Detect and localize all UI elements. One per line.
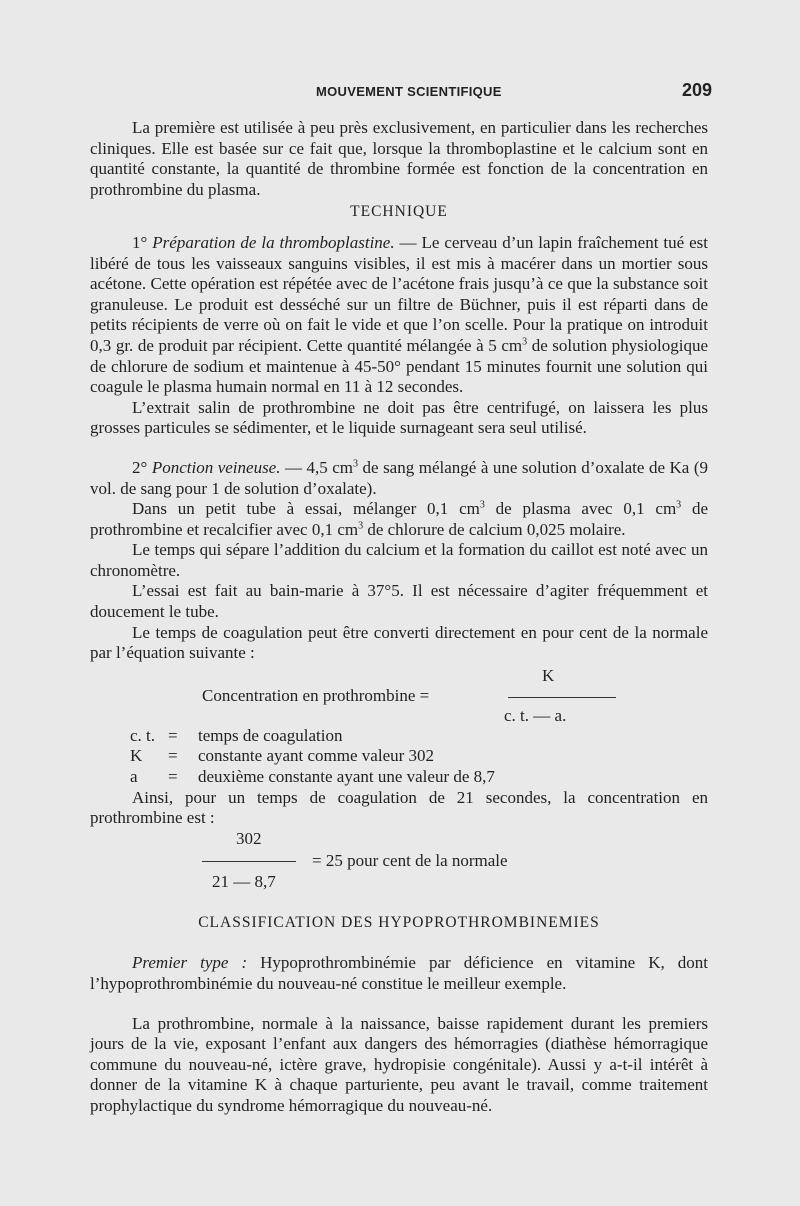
- step-text: de sang mélangé à une solution d’oxalate de Ka (9 vol. de sang pour 1 de solution d’oxalate).: [90, 457, 708, 498]
- section-title-classification: CLASSIFICATION DES HYPOPROTHROMBINEMIES: [198, 913, 600, 931]
- definition-symbol: K: [130, 746, 143, 766]
- definition-text: constante ayant comme valeur 302: [198, 746, 435, 766]
- equation-lhs: Concentration en prothrombine =: [202, 685, 430, 705]
- running-head: MOUVEMENT SCIENTIFIQUE: [316, 84, 502, 99]
- definition-equals: =: [168, 767, 178, 787]
- calculation-result: = 25 pour cent de la normale: [312, 850, 508, 870]
- variable-definitions: [90, 726, 708, 788]
- step-number: 1°: [132, 232, 148, 252]
- superscript: 3: [676, 499, 682, 511]
- type-label: Premier type :: [132, 953, 248, 973]
- definition-text: temps de coagulation: [198, 725, 343, 745]
- definition-symbol: a: [130, 767, 138, 787]
- page-number: 209: [682, 80, 713, 100]
- definition-symbol: c. t.: [130, 725, 156, 745]
- text-run: de chlorure de calcium 0,025 molaire.: [363, 519, 626, 539]
- step-title: Préparation de la thromboplastine.: [152, 232, 395, 252]
- text-run: Dans un petit tube à essai, mélanger 0,1 cm: [132, 499, 480, 519]
- step-number: 2°: [132, 457, 148, 477]
- superscript: 3: [522, 336, 528, 348]
- paragraph-intro: La première est utilisée à peu près exclusivement, en particulier dans les recherches cliniques. Elle est basée sur ce fait que, lorsque la thromboplastine et le calcium sont en quantité constante, la quantité de thrombine formée est fonction de la concentration en prothrombine du plasma.: [90, 118, 708, 199]
- fraction-bar: [202, 861, 296, 862]
- step-title: Ponction veineuse.: [151, 457, 281, 477]
- equation-numerator: K: [542, 665, 555, 685]
- worked-calculation: [90, 829, 708, 895]
- definition-equals: =: [168, 725, 178, 745]
- superscript: 3: [353, 458, 359, 470]
- superscript: 3: [479, 499, 485, 511]
- paragraph-conversion: Le temps de coagulation peut être converti directement en pour cent de la normale par l’équation suivante :: [90, 622, 708, 663]
- superscript: 3: [358, 520, 364, 532]
- paragraph-preparation: [90, 233, 708, 398]
- definition-equals: =: [168, 746, 178, 766]
- paragraph-extrait: L’extrait salin de prothrombine ne doit pas être centrifugé, on laissera les plus grosses particules se sédimenter, et le liquide surnageant sera seul utilisé.: [90, 397, 708, 438]
- fraction-bar: [508, 697, 616, 698]
- step-text: de solution physiologique de chlorure de sodium et maintenue à 45-50° pendant 15 minutes fournit une solution qui coagule le plasma humain normal en 11 à 12 secondes.: [90, 335, 708, 397]
- paragraph-essai: L’essai est fait au bain-marie à 37°5. Il est nécessaire d’agiter fréquemment et doucement le tube.: [90, 581, 708, 622]
- step-text: — 4,5 cm: [280, 457, 354, 477]
- text-run: de prothrombine et recalcifier avec 0,1 cm: [90, 499, 709, 539]
- paragraph-temps: Le temps qui sépare l’addition du calcium et la formation du caillot est noté avec un chronomètre.: [90, 540, 708, 580]
- paragraph-premier-type: [90, 953, 708, 994]
- definition-row: [130, 767, 708, 788]
- paragraph-ponction: [90, 458, 708, 499]
- body-text: [90, 118, 708, 1117]
- paragraph-final: La prothrombine, normale à la naissance, baisse rapidement durant les premiers jours de la vie, exposant l’enfant aux dangers des hémorragies (diathèse hémorragique commune du nouveau-né, ictère grave, hydropisie congénitale). Aussi y a-t-il intérêt à donner de la vitamine K à chaque parturiente, peu avant le travail, comme traitement prophylactique du syndrome hémorragique du nouveau-né.: [90, 1013, 708, 1115]
- type-text: Hypoprothrombinémie par déficience en vitamine K, dont l’hypoprothrombinémie du nouveau-né constitue le meilleur exemple.: [90, 953, 708, 993]
- calculation-numerator: 302: [236, 828, 262, 848]
- definition-row: [130, 726, 708, 747]
- definition-row: [130, 746, 708, 767]
- text-run: de plasma avec 0,1 cm: [484, 499, 677, 519]
- page-header: [0, 80, 800, 104]
- equation-denominator: c. t. — a.: [504, 705, 567, 725]
- section-title-technique: TECHNIQUE: [350, 203, 448, 221]
- calculation-denominator: 21 — 8,7: [212, 871, 276, 891]
- paragraph-tube: [90, 499, 708, 540]
- equation-prothrombin: [90, 664, 708, 726]
- paragraph-ainsi: Ainsi, pour un temps de coagulation de 21 secondes, la concentration en prothrombine est :: [90, 787, 708, 828]
- step-text: — Le cerveau d’un lapin fraîchement tué est libéré de tous les vaisseaux sanguins visibles, il est mis à macérer dans un mortier sous acétone. Cette opération est répétée avec de l’acétone frais jusqu’à ce que la substance soit granuleuse. Le produit est desséché sur un filtre de Büchner, puis il est réparti dans de petits récipients de verre où on fait le vide et que l’on scelle. Pour la pratique on introduit 0,3 gr. de produit par récipient. Cette quantité mélangée à 5 cm: [90, 232, 708, 355]
- definition-text: deuxième constante ayant une valeur de 8,7: [198, 767, 495, 787]
